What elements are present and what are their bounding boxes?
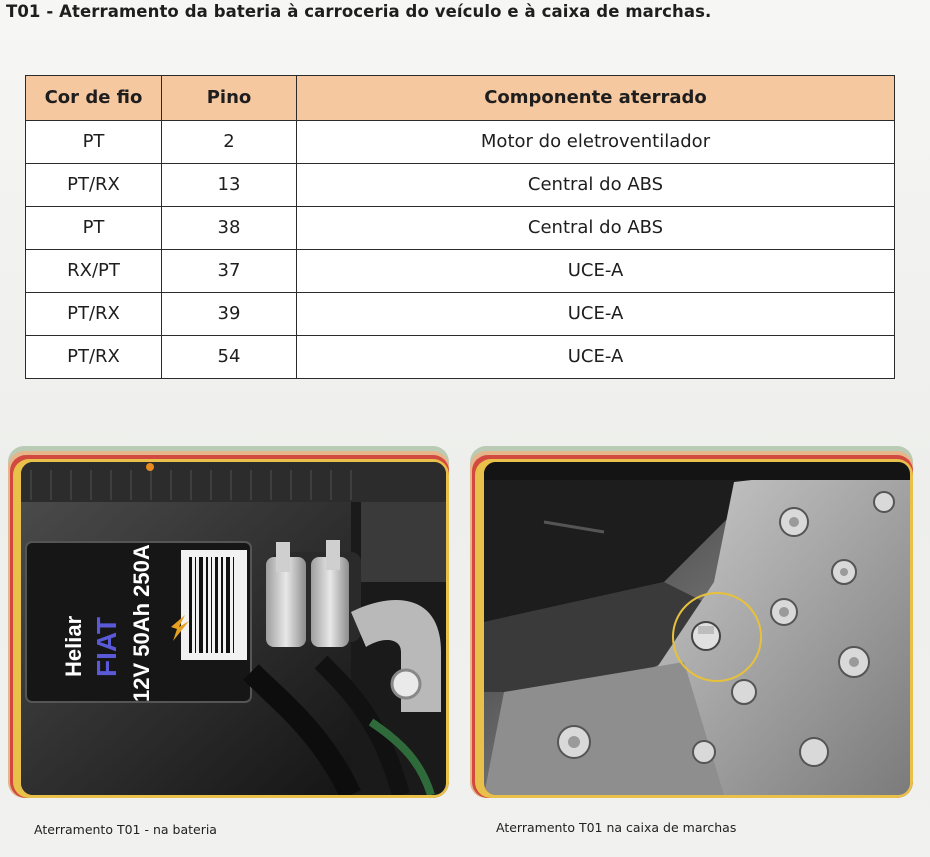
battery-photo-caption: Aterramento T01 - na bateria <box>34 822 217 837</box>
gearbox-photo <box>484 462 910 795</box>
cell-component: Central do ABS <box>297 164 895 207</box>
cell-component: UCE-A <box>297 336 895 379</box>
gearbox-photo-caption: Aterramento T01 na caixa de marchas <box>496 820 737 835</box>
cell-pin: 39 <box>162 293 297 336</box>
table-row <box>26 164 895 207</box>
page-title: T01 - Aterramento da bateria à carroceria do veículo e à caixa de marchas. <box>6 2 712 21</box>
cell-wire-color: PT <box>26 207 162 250</box>
cell-pin: 38 <box>162 207 297 250</box>
cell-pin: 2 <box>162 121 297 164</box>
cell-pin: 54 <box>162 336 297 379</box>
header-component: Componente aterrado <box>297 76 895 121</box>
table-row <box>26 336 895 379</box>
battery-brand-label: Heliar <box>61 615 86 677</box>
battery-illustration <box>21 462 446 795</box>
table-row <box>26 293 895 336</box>
cell-pin: 13 <box>162 164 297 207</box>
cell-component: Central do ABS <box>297 207 895 250</box>
cell-component: Motor do eletroventilador <box>297 121 895 164</box>
cell-wire-color: PT/RX <box>26 164 162 207</box>
table-row <box>26 207 895 250</box>
cell-wire-color: RX/PT <box>26 250 162 293</box>
table-row <box>26 121 895 164</box>
cell-wire-color: PT/RX <box>26 293 162 336</box>
gearbox-illustration <box>484 462 910 795</box>
cell-component: UCE-A <box>297 250 895 293</box>
header-pin: Pino <box>162 76 297 121</box>
ground-wire-table <box>25 75 895 379</box>
battery-spec-label: 12V 50Ah 250A <box>129 544 154 702</box>
cell-wire-color: PT/RX <box>26 336 162 379</box>
table-header-row <box>26 76 895 121</box>
cell-component: UCE-A <box>297 293 895 336</box>
header-wire-color: Cor de fio <box>26 76 162 121</box>
cell-wire-color: PT <box>26 121 162 164</box>
battery-photo <box>21 462 446 795</box>
battery-make-label: FIAT <box>91 616 122 677</box>
table-row <box>26 250 895 293</box>
cell-pin: 37 <box>162 250 297 293</box>
